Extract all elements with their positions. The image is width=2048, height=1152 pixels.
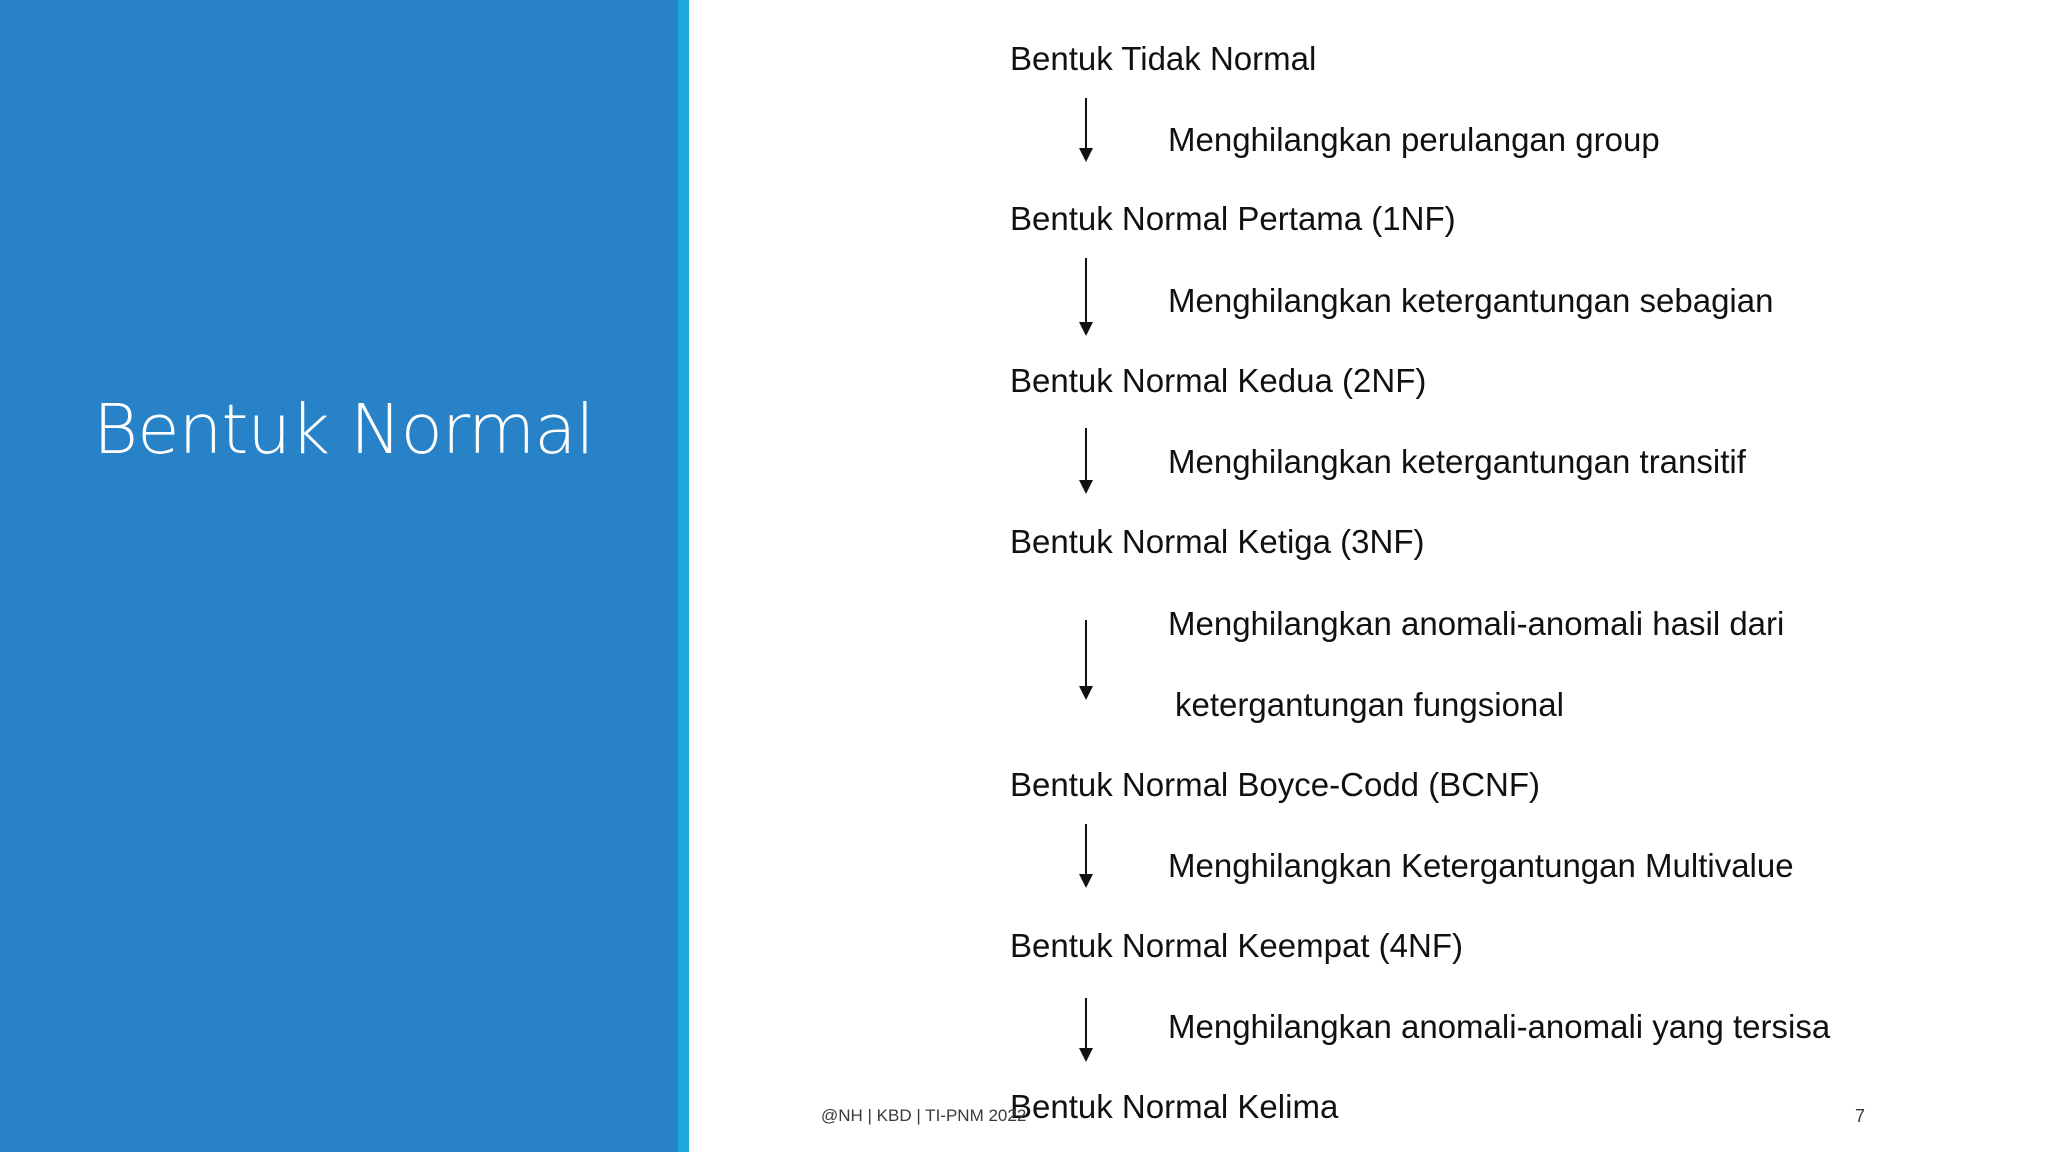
down-arrow-icon <box>1076 258 1096 338</box>
accent-bar <box>678 0 689 1152</box>
stage-5nf: Bentuk Normal Kelima <box>1010 1088 1339 1125</box>
action-remove-repeating-groups: Menghilangkan perulangan group <box>1168 121 1660 158</box>
action-remove-transitive-dependency: Menghilangkan ketergantungan transitif <box>1168 443 1746 480</box>
down-arrow-icon <box>1076 620 1096 702</box>
action-remove-anomalies-line2: ketergantungan fungsional <box>1175 686 1564 723</box>
action-remove-partial-dependency: Menghilangkan ketergantungan sebagian <box>1168 282 1774 319</box>
footer-text: @NH | KBD | TI-PNM 2022 <box>821 1106 1027 1125</box>
title-panel <box>0 0 678 1152</box>
action-remove-remaining-anomalies: Menghilangkan anomali-anomali yang tersisa <box>1168 1008 1831 1045</box>
stage-unnormalized: Bentuk Tidak Normal <box>1010 40 1317 77</box>
stage-4nf: Bentuk Normal Keempat (4NF) <box>1010 927 1463 964</box>
action-remove-multivalued-dependency: Menghilangkan Ketergantungan Multivalue <box>1168 847 1794 884</box>
down-arrow-icon <box>1076 998 1096 1064</box>
stage-1nf: Bentuk Normal Pertama (1NF) <box>1010 200 1456 237</box>
normalization-flow-diagram <box>1000 0 2040 1152</box>
down-arrow-icon <box>1076 824 1096 890</box>
action-remove-anomalies-line1: Menghilangkan anomali-anomali hasil dari <box>1168 605 1785 642</box>
page-number: 7 <box>1855 1106 1866 1126</box>
stage-3nf: Bentuk Normal Ketiga (3NF) <box>1010 523 1425 560</box>
slide-title: Bentuk Normal <box>93 390 594 470</box>
down-arrow-icon <box>1076 98 1096 164</box>
stage-bcnf: Bentuk Normal Boyce-Codd (BCNF) <box>1010 766 1540 803</box>
stage-2nf: Bentuk Normal Kedua (2NF) <box>1010 362 1427 399</box>
down-arrow-icon <box>1076 428 1096 496</box>
